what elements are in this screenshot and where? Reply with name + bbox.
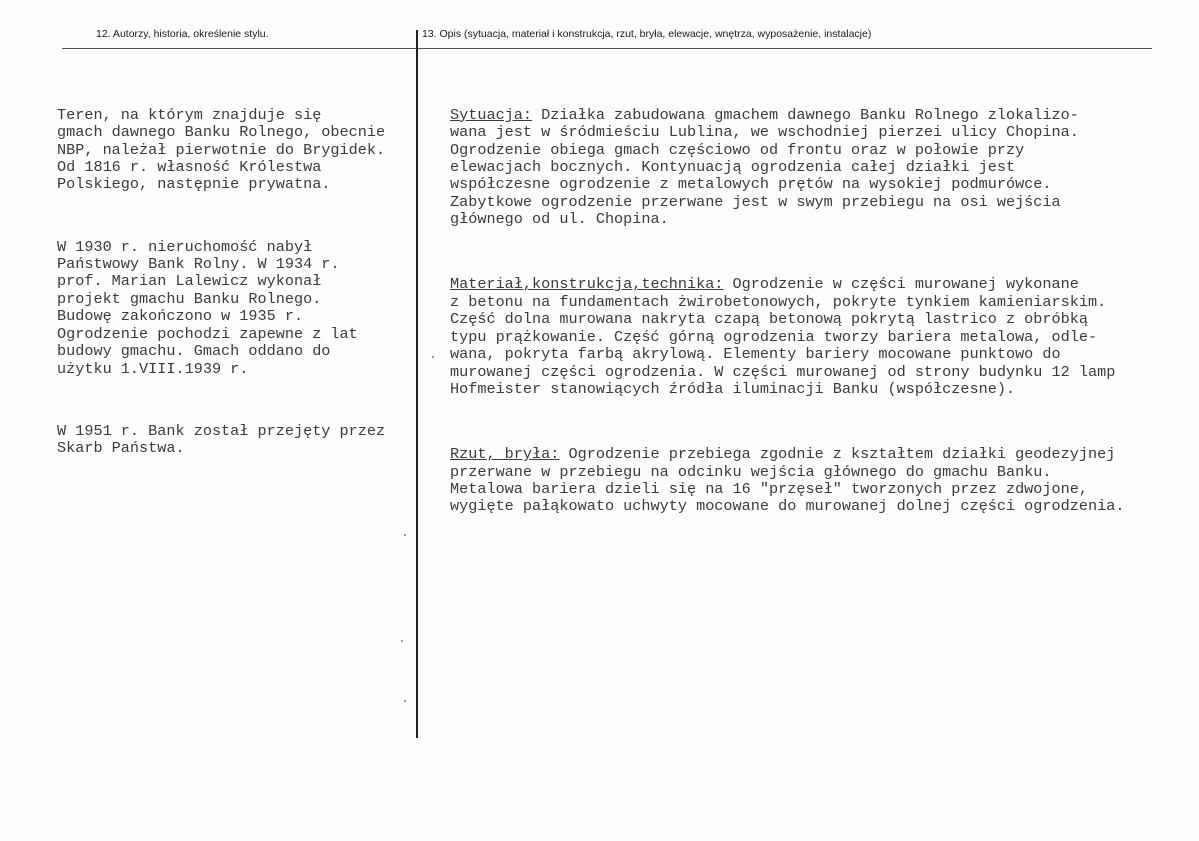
scan-speck	[401, 640, 403, 642]
situation-label: Sytuacja:	[450, 105, 533, 124]
section-plan	[450, 446, 1199, 516]
scan-speck	[404, 534, 406, 536]
scan-speck	[404, 700, 406, 702]
section-material	[450, 276, 1199, 398]
section-situation	[450, 107, 1199, 229]
situation-text: Działka zabudowana gmachem dawnego Banku Rolnego zlokalizo- wana jest w śródmieściu Lublina, we wschodniej pierzei ulicy Chopina. Ogrodzenie obiega gmach częściowo od frontu oraz w połowie przy elewacjach bocznych. Kontynuacją ogrodzenia całej działki jest współczesne ogrodzenie z metalowych prętów na wysokiej podmurówce. Zabytkowe ogrodzenie przerwane jest w swym przebiegu na osi wejścia głównego od ul. Chopina.	[450, 105, 1079, 229]
section-13-heading: 13. Opis (sytuacja, materiał i konstrukcja, rzut, bryła, elewacje, wnętrza, wyposażenie, instalacje)	[422, 28, 872, 40]
plan-text: Ogrodzenie przebiega zgodnie z kształtem działki geodezyjnej przerwane w przebiegu na odcinku wejścia głównego do gmachu Banku. Metalowa bariera dzieli się na 16 "przęseł" tworzonych przez zdwojone, wygięte pałąkowato uchwyty mocowane do murowanej dolnej części ogrodzenia.	[450, 445, 1125, 516]
material-text: Ogrodzenie w części murowanej wykonane z betonu na fundamentach żwirobetonowych, pokryte tynkiem kamieniarskim. Część dolna murowana nakryta czapą betonową pokrytą lastrico z obróbką typu prążkowanie. Część górną ogrodzenia tworzy bariera metalowa, odle- wana, pokryta farbą akrylową. Elementy bariery mocowane punktowo do murowanej części ogrodzenia. W części murowanej od strony budynku 12 lamp Hofmeister stanowiących źródła iluminacji Banku (współczesne).	[450, 275, 1116, 398]
history-column	[57, 72, 417, 502]
scan-speck	[432, 356, 434, 358]
history-paragraph-3: W 1951 r. Bank został przejęty przez Skarb Państwa.	[57, 421, 386, 458]
history-paragraph-2: W 1930 r. nieruchomość nabył Państwowy Bank Rolny. W 1934 r. prof. Marian Lalewicz wykonał projekt gmachu Banku Rolnego. Budowę zakończono w 1935 r. Ogrodzenie pochodzi zapewne z lat budowy gmachu. Gmach oddano do użytku 1.VIII.1939 r.	[57, 237, 358, 378]
history-paragraph-1: Teren, na którym znajduje się gmach dawnego Banku Rolnego, obecnie NBP, należał pierwotnie do Brygidek. Od 1816 r. własność Królestwa Polskiego, następnie prywatna.	[57, 105, 386, 194]
header-rule	[62, 48, 1152, 49]
description-column	[450, 72, 1199, 564]
material-label: Materiał,konstrukcja,technika:	[450, 275, 724, 294]
plan-label: Rzut, bryła:	[450, 445, 560, 464]
section-12-heading: 12. Autorzy, historia, określenie stylu.	[96, 28, 269, 40]
